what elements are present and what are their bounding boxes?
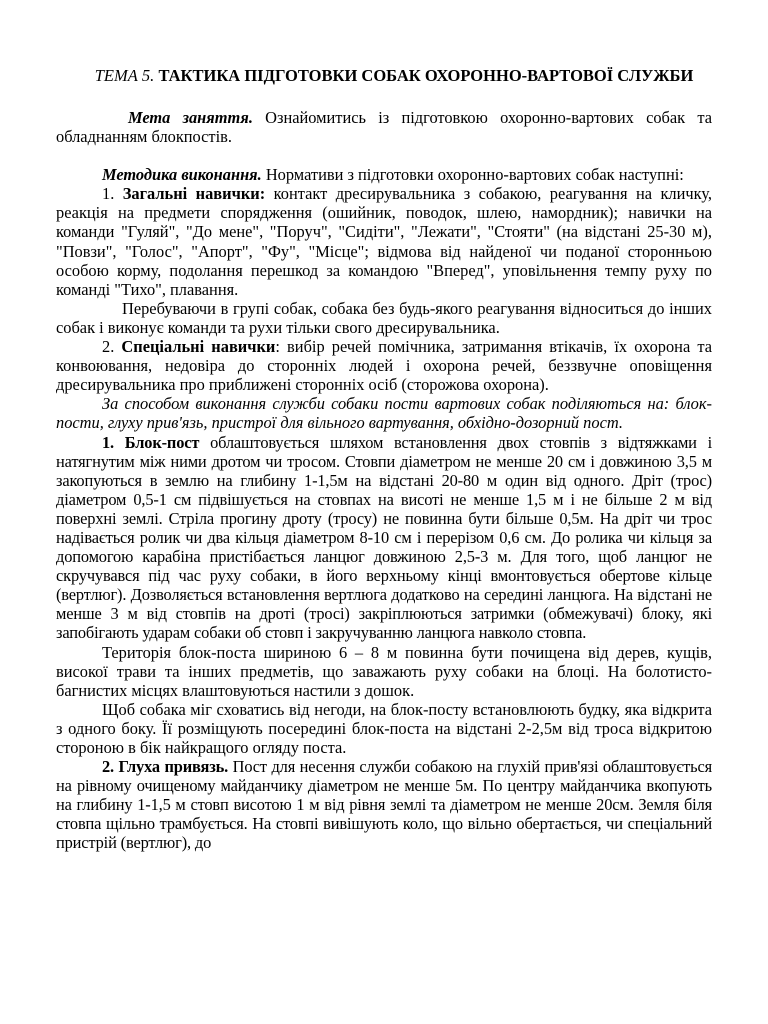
block-post-paragraph <box>56 433 712 643</box>
general-skills-paragraph <box>56 184 712 299</box>
spacer <box>56 146 712 165</box>
territory-text: Територія блок-поста шириною 6 – 8 м повинна бути почищена від дерев, кущів, високої трави та інших предметів, що заважають руху собаки на блоці. На болотисто-багнистих місцях влаштовуються настили з дошок. <box>56 642 712 700</box>
topic-number: ТЕМА 5. <box>94 66 155 85</box>
goal-paragraph <box>56 108 712 146</box>
block-post-text: облаштовується шляхом встановлення двох стовпів з відтяжками і натягнутим між ними дротом чи тросом. Стовпи діаметром не менше 20 см і довжиною 3,5 м закопуються в землю на глибину 1-1,5м на відстані 20-80 м один від одного. Дріт (трос) діаметром 0,5-1 см підвішується на стовпах на висоті не менше 1,5 м і не більше 2 м від поверхні землі. Стріла прогину дроту (тросу) не повинна бути більше 0,5м. На дріт чи трос надівається ролик чи два кільця діаметром 8-10 см і перерізом 0,6 см. До ролика чи кільця за допомогою карабіна пристібається ланцюг довжиною 2,5-3 м. Для того, щоб ланцюг не скручувався під час руху собаки, в його верхньому кінці вмонтовується обертове кільце (вертлюг). Дозволяється встановлення вертлюга додатково на середині ланцюга. На відстані не менше 3 м від стовпів на дроті (тросі) закріплюються затримки (обмежувачі) блоку, які запобігають ударам собаки об стовп і закручуванню ланцюга навколо стовпа. <box>56 432 712 643</box>
booth-paragraph <box>56 700 712 757</box>
method-paragraph <box>56 165 712 184</box>
general-skills-text: контакт дресирувальника з собакою, реагування на кличку, реакція на предмети спорядження (ошийник, поводок, шлею, намордник); навички на команди "Гуляй", "До мене", "Поруч", "Сидіти", "Лежати", "Стояти" (на відстані 25-30 м), "Повзи", "Голос", "Апорт", "Фу", "Місце"; відмова від найденої чи поданої сторонньою особою корму, подолання перешкод за командою "Вперед", уповільнення темпу руху по команді "Тихо", плавання. <box>56 184 712 299</box>
special-skills-paragraph <box>56 337 712 394</box>
tether-paragraph <box>56 757 712 852</box>
posts-text: За способом виконання служби собаки пости вартових собак поділяються на: блок-пости, глуху прив'язь, пристрої для вільного вартування, обхідно-дозорний пост. <box>56 394 712 433</box>
special-skills-text: : вибір речей помічника, затримання втікачів, їх охорона та конвоювання, недовіра до сторонніх людей і охорона речей, беззвучне оповіщення дресирувальника про приближені сторонніх осіб (сторожова охорона). <box>56 337 712 395</box>
special-skills-number: 2. <box>102 337 115 357</box>
block-post-label: 1. Блок-пост <box>102 432 200 452</box>
general-skills-number: 1. <box>102 184 115 204</box>
booth-text: Щоб собака міг сховатись від негоди, на блок-посту встановлюють будку, яка відкрита з одного боку. Її розміщують посередині блок-поста на відстані 2-2,5м від троса відкритою стороною в бік найкращого огляду поста. <box>56 699 712 757</box>
method-text: Нормативи з підготовки охоронно-вартових собак наступні: <box>265 165 684 185</box>
group-paragraph <box>56 299 712 337</box>
posts-paragraph <box>56 394 712 432</box>
document-title <box>56 66 712 86</box>
method-label: Методика виконання. <box>102 165 262 185</box>
general-skills-label: Загальні навички: <box>122 184 266 204</box>
special-skills-label: Спеціальні навички <box>121 337 276 357</box>
territory-paragraph <box>56 643 712 700</box>
goal-label: Мета заняття. <box>128 108 253 127</box>
topic-title: ТАКТИКА ПІДГОТОВКИ СОБАК ОХОРОННО-ВАРТОВОЇ СЛУЖБИ <box>158 66 694 85</box>
tether-text: Пост для несення служби собакою на глухій прив'язі облаштовується на рівному очищеному майданчику діаметром не менше 5м. По центру майданчика вкопують на глибину 1-1,5 м стовп висотою 1 м від рівня землі та діаметром не менше 20см. Земля біля стовпа щільно трамбується. На стовпі вивішують коло, що вільно обертається, чи спеціальний пристрій (вертлюг), до <box>56 757 712 853</box>
group-text: Перебуваючи в групі собак, собака без будь-якого реагування відноситься до інших собак і виконує команди та рухи тільки свого дресирувальника. <box>56 298 712 337</box>
goal-text: Ознайомитись із підготовкою охоронно-вартових собак та обладнанням блокпостів. <box>56 108 712 147</box>
tether-label: 2. Глуха привязь. <box>102 757 229 777</box>
